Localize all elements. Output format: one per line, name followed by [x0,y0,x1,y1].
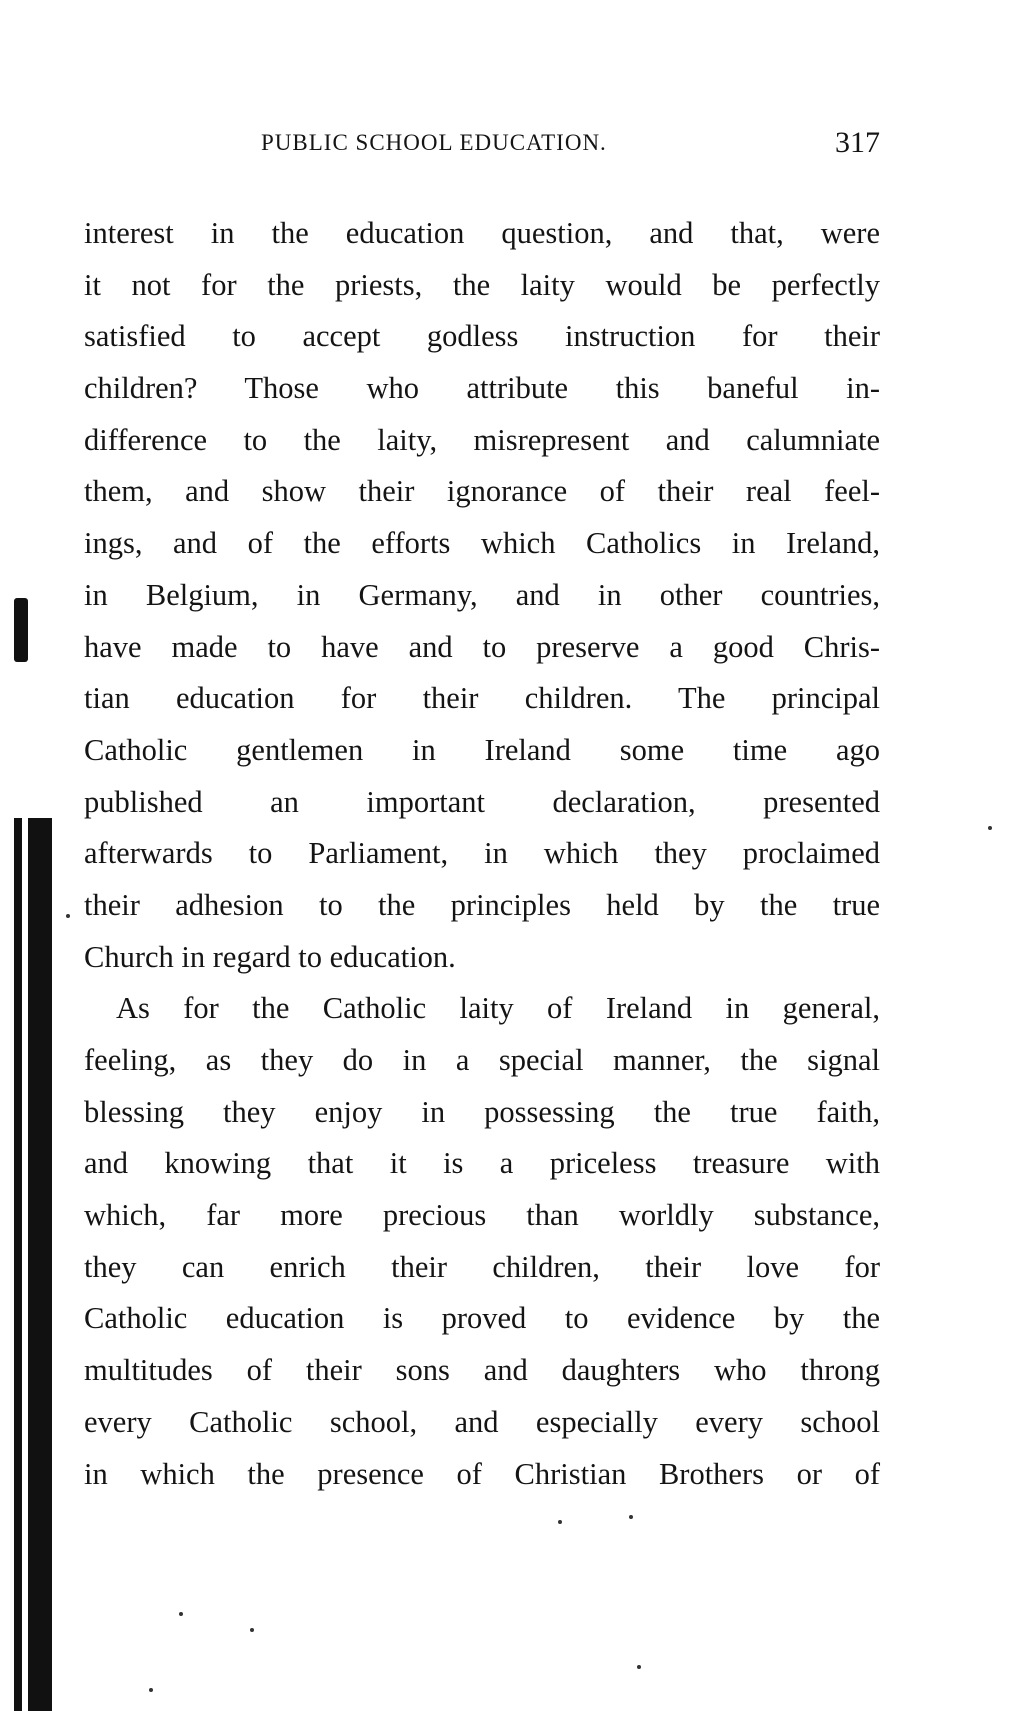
text-line: it not for the priests, the laity would be perfectly [84,267,880,302]
running-head [84,126,880,166]
scan-speck [250,1628,254,1632]
text-line: difference to the laity, misrepresent and calumniate [84,422,880,457]
text-line: blessing they enjoy in possessing the true faith, [84,1094,880,1129]
text-line: children? Those who attribute this baneful in- [84,371,880,406]
text-line: which, far more precious than worldly substance, [84,1198,880,1233]
scan-speck [988,826,992,830]
text-line: and knowing that it is a priceless treasure with [84,1146,880,1181]
text-line: interest in the education question, and that, were [84,216,880,250]
scan-speck [637,1665,641,1669]
binding-shadow-mark [14,598,28,662]
body-text [84,208,880,1500]
scan-speck [66,914,70,918]
text-line: every Catholic school, and especially every school [84,1404,880,1439]
text-line: Catholic gentlemen in Ireland some time ago [84,732,880,767]
text-line: they can enrich their children, their love for [84,1249,880,1284]
text-line: published an important declaration, presented [84,784,880,819]
text-line: feeling, as they do in a special manner, the signal [84,1043,880,1077]
running-head-title: PUBLIC SCHOOL EDUCATION. [261,130,607,155]
binding-shadow-bar [14,818,52,1711]
text-line: Catholic education is proved to evidence by the [84,1301,880,1336]
text-line: tian education for their children. The principal [84,681,880,716]
text-line: in which the presence of Christian Brothers or of [84,1456,880,1491]
text-line: them, and show their ignorance of their real feel- [84,474,880,509]
text-line: their adhesion to the principles held by the true [84,887,880,922]
text-line: satisfied to accept godless instruction for their [84,319,880,354]
scan-speck [149,1688,153,1692]
scan-speck [629,1515,633,1519]
text-line: multitudes of their sons and daughters who throng [84,1353,880,1388]
text-line: have made to have and to preserve a good Chris- [84,629,880,664]
text-line: in Belgium, in Germany, and in other countries, [84,577,880,612]
scan-speck [558,1520,562,1524]
text-line-paragraph-start: As for the Catholic laity of Ireland in general, [116,991,880,1026]
page-number: 317 [835,126,880,159]
scan-speck [179,1612,183,1616]
text-line: afterwards to Parliament, in which they proclaimed [84,836,880,871]
text-line: ings, and of the efforts which Catholics in Ireland, [84,526,880,561]
text-line: Church in regard to education. [84,939,456,974]
